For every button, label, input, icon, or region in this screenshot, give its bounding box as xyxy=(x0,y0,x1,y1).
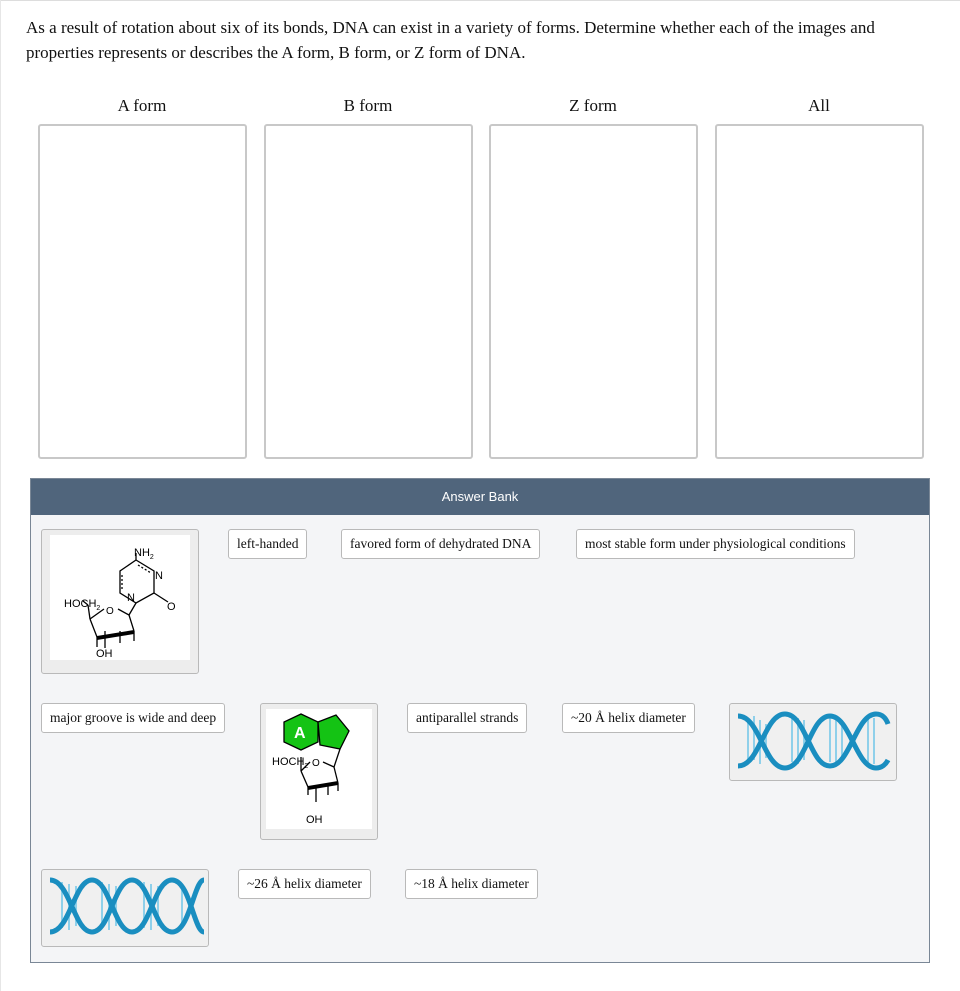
top-divider xyxy=(0,0,960,1)
drop-zone-a-form[interactable] xyxy=(38,124,247,459)
column-title-z-form: Z form xyxy=(569,96,617,115)
dna-helix-icon xyxy=(730,704,896,780)
adenine-base-label: A xyxy=(294,725,306,742)
tile-most-stable[interactable]: most stable form under physiological conditions xyxy=(576,529,855,559)
tile-helix-image-2[interactable] xyxy=(41,869,209,947)
ado-ring-o-label: O xyxy=(312,758,320,769)
dna-helix-icon xyxy=(42,870,208,946)
cyt-oh-label: OH xyxy=(96,648,113,660)
answer-bank-header: Answer Bank xyxy=(31,479,929,515)
ado-hoch2-label: $HOCH_2$ xyxy=(272,756,309,770)
column-title-b-form: B form xyxy=(343,96,393,115)
tile-26A-diameter[interactable]: ~26 Å helix diameter xyxy=(238,869,371,899)
question-text: As a result of rotation about six of its bonds, DNA can exist in a variety of forms. Determine whether each of the images and properties represents or describes the A form, B form, or Z form of DNA. xyxy=(26,18,875,62)
column-title-all: All xyxy=(808,96,830,115)
cyt-hoch2-label: $HOCH_2$ xyxy=(64,598,101,612)
answer-bank xyxy=(30,478,930,963)
column-title-a-form: A form xyxy=(117,96,167,115)
left-divider xyxy=(0,0,1,991)
drop-zone-all[interactable] xyxy=(715,124,924,459)
adenosine-structure-image xyxy=(266,709,372,829)
cyt-o-label: O xyxy=(167,601,176,613)
tile-major-groove[interactable]: major groove is wide and deep xyxy=(41,703,225,733)
cyt-nh2-label: $NH_2$ xyxy=(134,547,154,561)
cytidine-structure-image xyxy=(50,535,190,660)
tile-helix-image-1[interactable] xyxy=(729,703,897,781)
tile-dehydrated-dna[interactable]: favored form of dehydrated DNA xyxy=(341,529,540,559)
tile-20A-diameter[interactable]: ~20 Å helix diameter xyxy=(562,703,695,733)
drop-zone-z-form[interactable] xyxy=(489,124,698,459)
cyt-n3-label: N xyxy=(155,570,163,582)
drop-zone-b-form[interactable] xyxy=(264,124,473,459)
ado-oh-label: OH xyxy=(306,814,323,826)
tile-adenosine-structure[interactable] xyxy=(260,703,378,840)
tile-left-handed[interactable]: left-handed xyxy=(228,529,307,559)
cyt-n1-label: N xyxy=(127,592,135,604)
tile-cytidine-structure[interactable] xyxy=(41,529,199,674)
tile-18A-diameter[interactable]: ~18 Å helix diameter xyxy=(405,869,538,899)
tile-antiparallel[interactable]: antiparallel strands xyxy=(407,703,527,733)
cyt-ring-o-label: O xyxy=(106,606,114,617)
